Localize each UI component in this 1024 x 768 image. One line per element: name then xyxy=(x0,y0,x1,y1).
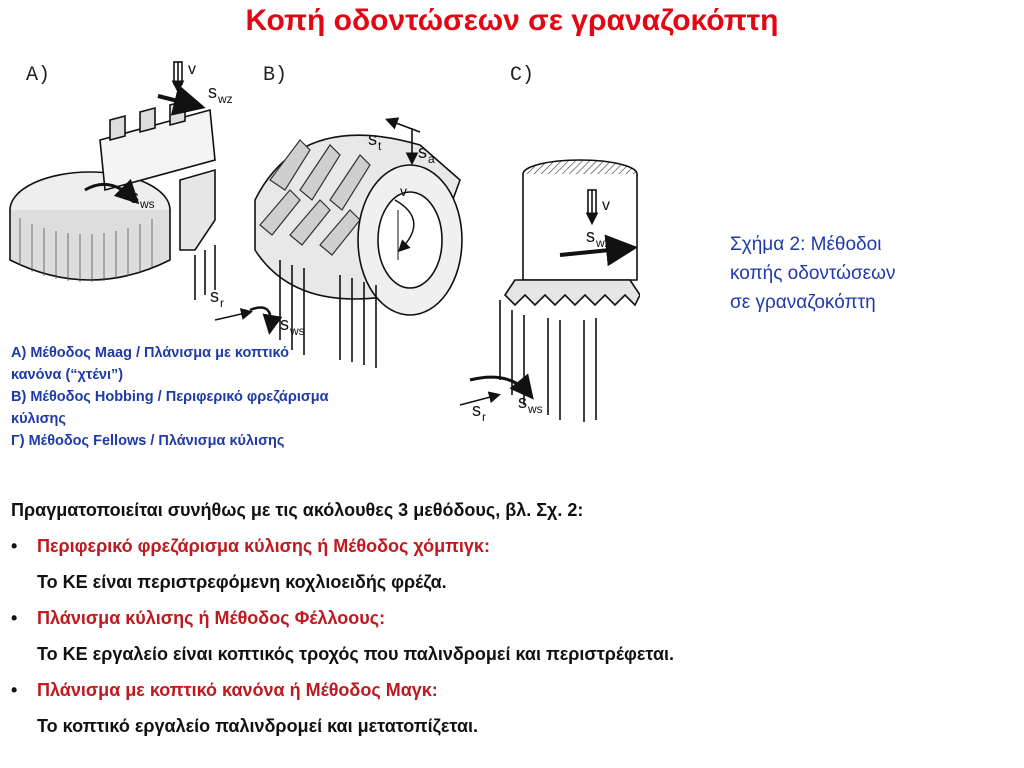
legend-b-line-2: κύλισης xyxy=(11,411,66,427)
page-title: Κοπή οδοντώσεων σε γραναζοκόπτη xyxy=(245,4,779,37)
method-detail-1: Το ΚΕ είναι περιστρεφόμενη κοχλιοειδής φρέζα. xyxy=(37,572,447,592)
method-item-1 xyxy=(11,536,1001,572)
bullet: • xyxy=(11,680,18,700)
legend-c-line-1: Γ) Μέθοδος Fellows / Πλάνισμα κύλισης xyxy=(11,433,285,449)
panel-c-label: C) xyxy=(510,64,535,87)
method-item-3 xyxy=(11,680,1001,716)
figure-legend xyxy=(11,342,431,452)
method-title-2: Πλάνισμα κύλισης ή Μέθοδος Φέλλοους: xyxy=(37,608,386,628)
method-detail-3: Το κοπτικό εργαλείο παλινδρομεί και μετατοπίζεται. xyxy=(37,716,479,736)
symbol-sa-b-sub: a xyxy=(428,152,435,166)
symbol-sws-c: s xyxy=(518,392,527,412)
symbol-sr-c-sub: r xyxy=(482,410,486,424)
symbol-swz-c: s xyxy=(586,226,595,246)
symbol-swz-c-sub: wz xyxy=(596,236,611,250)
legend-b-line-1-b: Περιφερικό φρεζάρισμα xyxy=(165,389,329,405)
caption-line-1: Σχήμα 2: Μέθοδοι xyxy=(730,234,882,255)
symbol-sr-b-sub: r xyxy=(220,296,224,310)
bullet: • xyxy=(11,608,18,628)
panel-b-hob xyxy=(215,64,462,368)
symbol-sws-a: s xyxy=(130,187,139,207)
caption-line-3: σε γραναζοκόπτη xyxy=(730,292,876,313)
method-detail-2: Το ΚΕ εργαλείο είναι κοπτικός τροχός που παλινδρομεί και περιστρέφεται. xyxy=(37,644,675,664)
figure-caption xyxy=(730,230,960,317)
symbol-sws-b: s xyxy=(280,314,289,334)
symbol-sa-b: s xyxy=(418,142,427,162)
panel-c-pinion-cutter xyxy=(460,64,640,422)
bullet: • xyxy=(11,536,18,556)
symbol-st-b-sub: t xyxy=(378,139,382,153)
caption-line-2: κοπής οδοντώσεων xyxy=(730,263,896,284)
panel-a-label: A) xyxy=(26,64,51,87)
method-title-3: Πλάνισμα με κοπτικό κανόνα ή Μέθοδος Μαγκ: xyxy=(37,680,438,700)
symbol-sws-c-sub: ws xyxy=(528,402,543,416)
symbol-v-a: v xyxy=(188,61,196,78)
method-title-1: Περιφερικό φρεζάρισμα κύλισης ή Μέθοδος χόμπιγκ: xyxy=(37,536,490,556)
panel-a-rack-cutter xyxy=(10,62,215,300)
intro-sentence: Πραγματοποιείται συνήθως με τις ακόλουθες 3 μεθόδους, βλ. Σχ. 2: xyxy=(11,500,584,520)
symbol-st-b: s xyxy=(368,129,377,149)
legend-b-line-1-a: B) Μέθοδος Hobbing / xyxy=(11,389,166,405)
symbol-sr-c: s xyxy=(472,400,481,420)
symbol-sr-b: s xyxy=(210,286,219,306)
symbol-v-b: v xyxy=(400,183,407,199)
symbol-swz-a: s xyxy=(208,82,217,102)
panel-b-label: B) xyxy=(263,64,288,87)
legend-a-line-1: A) Μέθοδος Maag / Πλάνισμα με κοπτικό xyxy=(11,345,290,361)
body-text xyxy=(11,500,1001,752)
legend-a-line-2: κανόνα (“χτένι”) xyxy=(11,367,124,383)
method-item-2 xyxy=(11,608,1001,644)
symbol-swz-a-sub: wz xyxy=(218,92,233,106)
symbol-sws-a-sub: ws xyxy=(140,197,155,211)
symbol-v-c: v xyxy=(602,197,610,214)
legend-b-line-1 xyxy=(11,386,431,408)
symbol-sws-b-sub: ws xyxy=(290,324,305,338)
